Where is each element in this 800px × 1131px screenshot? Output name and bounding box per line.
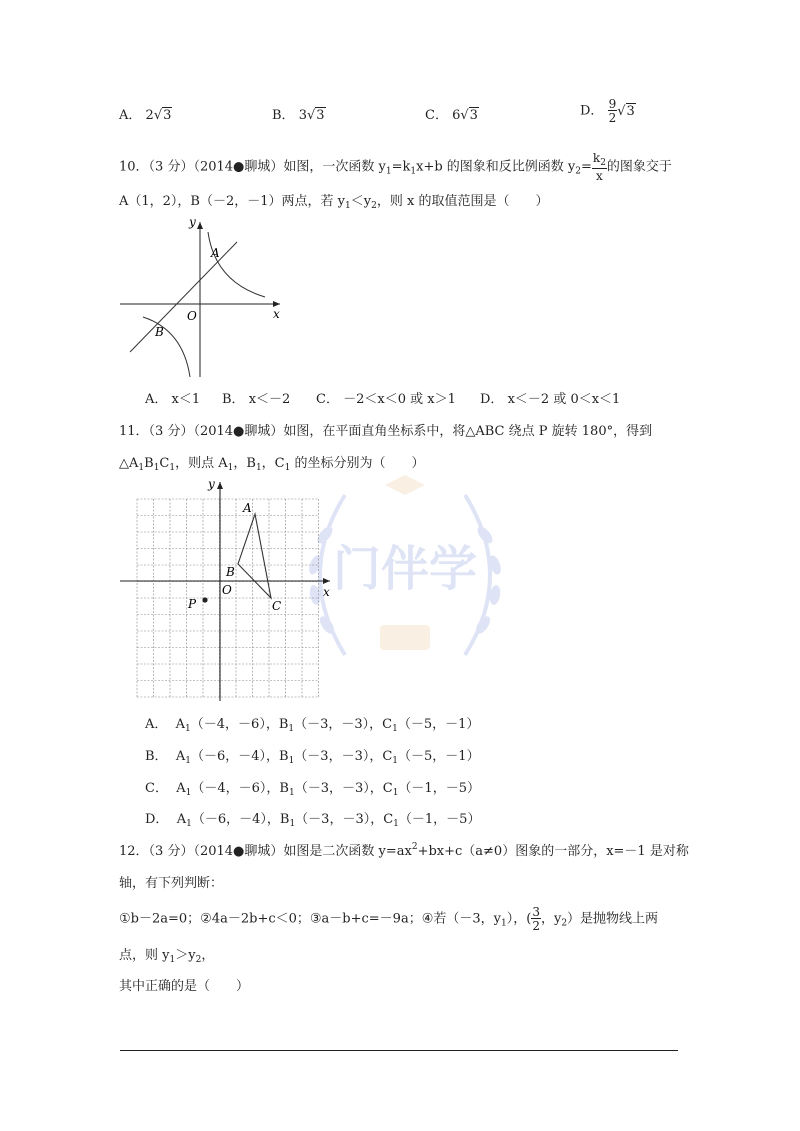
fraction: $\frac{9}{2}$ xyxy=(608,97,617,125)
point-p xyxy=(202,597,207,602)
option-coef: 6 xyxy=(452,108,461,123)
option-coef: 2 xyxy=(145,108,154,123)
q12-stem-line2: 轴，有下列判断： xyxy=(119,876,224,891)
q10-option-c[interactable]: C． －2＜x＜0 或 x＞1 xyxy=(316,392,456,407)
q12-question-line: 其中正确的是（ ） xyxy=(119,979,250,994)
q11-option-d[interactable]: D． $A_1(-6$，－4），$B_1(-3$，－3），$C_1(-1$，－5） xyxy=(145,812,481,829)
q10-option-a[interactable]: A． x＜1 xyxy=(145,392,201,407)
hyperbola-branch-1 xyxy=(208,232,265,297)
option-coef: 3 xyxy=(298,108,307,123)
q10-option-b[interactable]: B． x＜－2 xyxy=(222,392,291,407)
linear-function-line xyxy=(130,242,237,352)
origin-label: O xyxy=(187,309,197,323)
option-letter: C． xyxy=(425,108,448,123)
q10-stem-line1: 10．（3 分）（2014●聊城）如图，一次函数 $y_1=k_1x+b$ 的图象和反比例函数 $y_2=$ $\frac{k_2}{x}$ 的图象交于 xyxy=(119,151,672,183)
point-label-b: B xyxy=(155,325,164,339)
point-label-a: A xyxy=(211,246,220,260)
q11-stem-line1: 11．（3 分）（2014●聊城）如图，在平面直角坐标系中，将△ABC 绕点 P 旋转 180°，得到 xyxy=(119,424,653,439)
point-label-c: C xyxy=(272,599,282,613)
q12-judgments-line2: 点，则 $y_1>y_2$， xyxy=(119,948,215,965)
watermark-text: 门伴学 xyxy=(332,541,478,597)
q10-option-d[interactable]: D． x＜－2 或 0＜x＜1 xyxy=(480,392,621,407)
axis-label-x: x xyxy=(273,307,280,321)
sqrt-icon: √3 xyxy=(460,108,478,123)
q12-judgments-line: ①b－2a=0；②4a－2b+c＜0；③a－b+c=－9a；④若（－3，$y_1$），( $\frac{3}{2}$ ，$y_2$）是抛物线上两 xyxy=(119,905,659,933)
q11-stem-line2: $\triangle A_1B_1C_1$，则点 $A_1$，$B_1$，$C_1$ 的坐标分别为（ ） xyxy=(119,456,425,473)
q9-option-d[interactable] xyxy=(580,98,636,124)
point-label-p: P xyxy=(188,597,197,611)
q9-option-c[interactable] xyxy=(425,104,479,123)
arrow-icon xyxy=(323,578,330,584)
q10-stem-line2: A（1，2），B（－2，－1）两点，若 $y_1<y_2$，则 x 的取值范围是（ ） xyxy=(119,194,549,211)
hyperbola-branch-2 xyxy=(143,317,190,377)
q12-stem-line1: 12．（3 分）（2014●聊城）如图是二次函数 $y=ax^2+bx+c(a\ne 0)$图象的一部分，x=－1 是对称 xyxy=(119,842,689,859)
sqrt-icon: √3 xyxy=(153,108,172,123)
axis-label-y: y xyxy=(208,477,215,491)
origin-label: O xyxy=(222,583,232,597)
axis-label-y: y xyxy=(189,215,196,229)
point-label-a: A xyxy=(243,501,252,515)
q11-option-c[interactable]: C． $A_1(-4$，－6），$B_1(-3$，－3），$C_1(-1$，－5） xyxy=(145,781,480,798)
option-letter: B． xyxy=(272,108,295,123)
q11-option-a[interactable]: A． $A_1(-4$，－6），$B_1(-3$，－3），$C_1(-5$，－1） xyxy=(145,717,480,734)
arrow-icon xyxy=(197,222,203,229)
point-label-b: B xyxy=(226,565,235,579)
option-letter: D． xyxy=(580,103,604,119)
arrow-icon xyxy=(217,482,223,489)
footer-divider xyxy=(120,1050,678,1051)
q11-option-b[interactable]: B． $A_1(-6$，－4），$B_1(-3$，－3），$C_1(-5$，－1） xyxy=(145,749,480,766)
option-letter: A． xyxy=(119,108,142,123)
fraction: $\frac{3}{2}$ xyxy=(532,905,540,933)
sqrt-icon: √3 xyxy=(617,103,635,119)
q9-option-a[interactable] xyxy=(119,104,172,123)
q9-option-b[interactable] xyxy=(272,104,326,123)
triangle-abc xyxy=(238,514,271,598)
sqrt-icon: √3 xyxy=(306,108,325,123)
q11-grid-graph xyxy=(120,476,340,704)
q10-graph xyxy=(115,212,290,380)
axis-label-x: x xyxy=(323,585,330,599)
fraction: $\frac{k_2}{x}$ xyxy=(592,151,606,183)
